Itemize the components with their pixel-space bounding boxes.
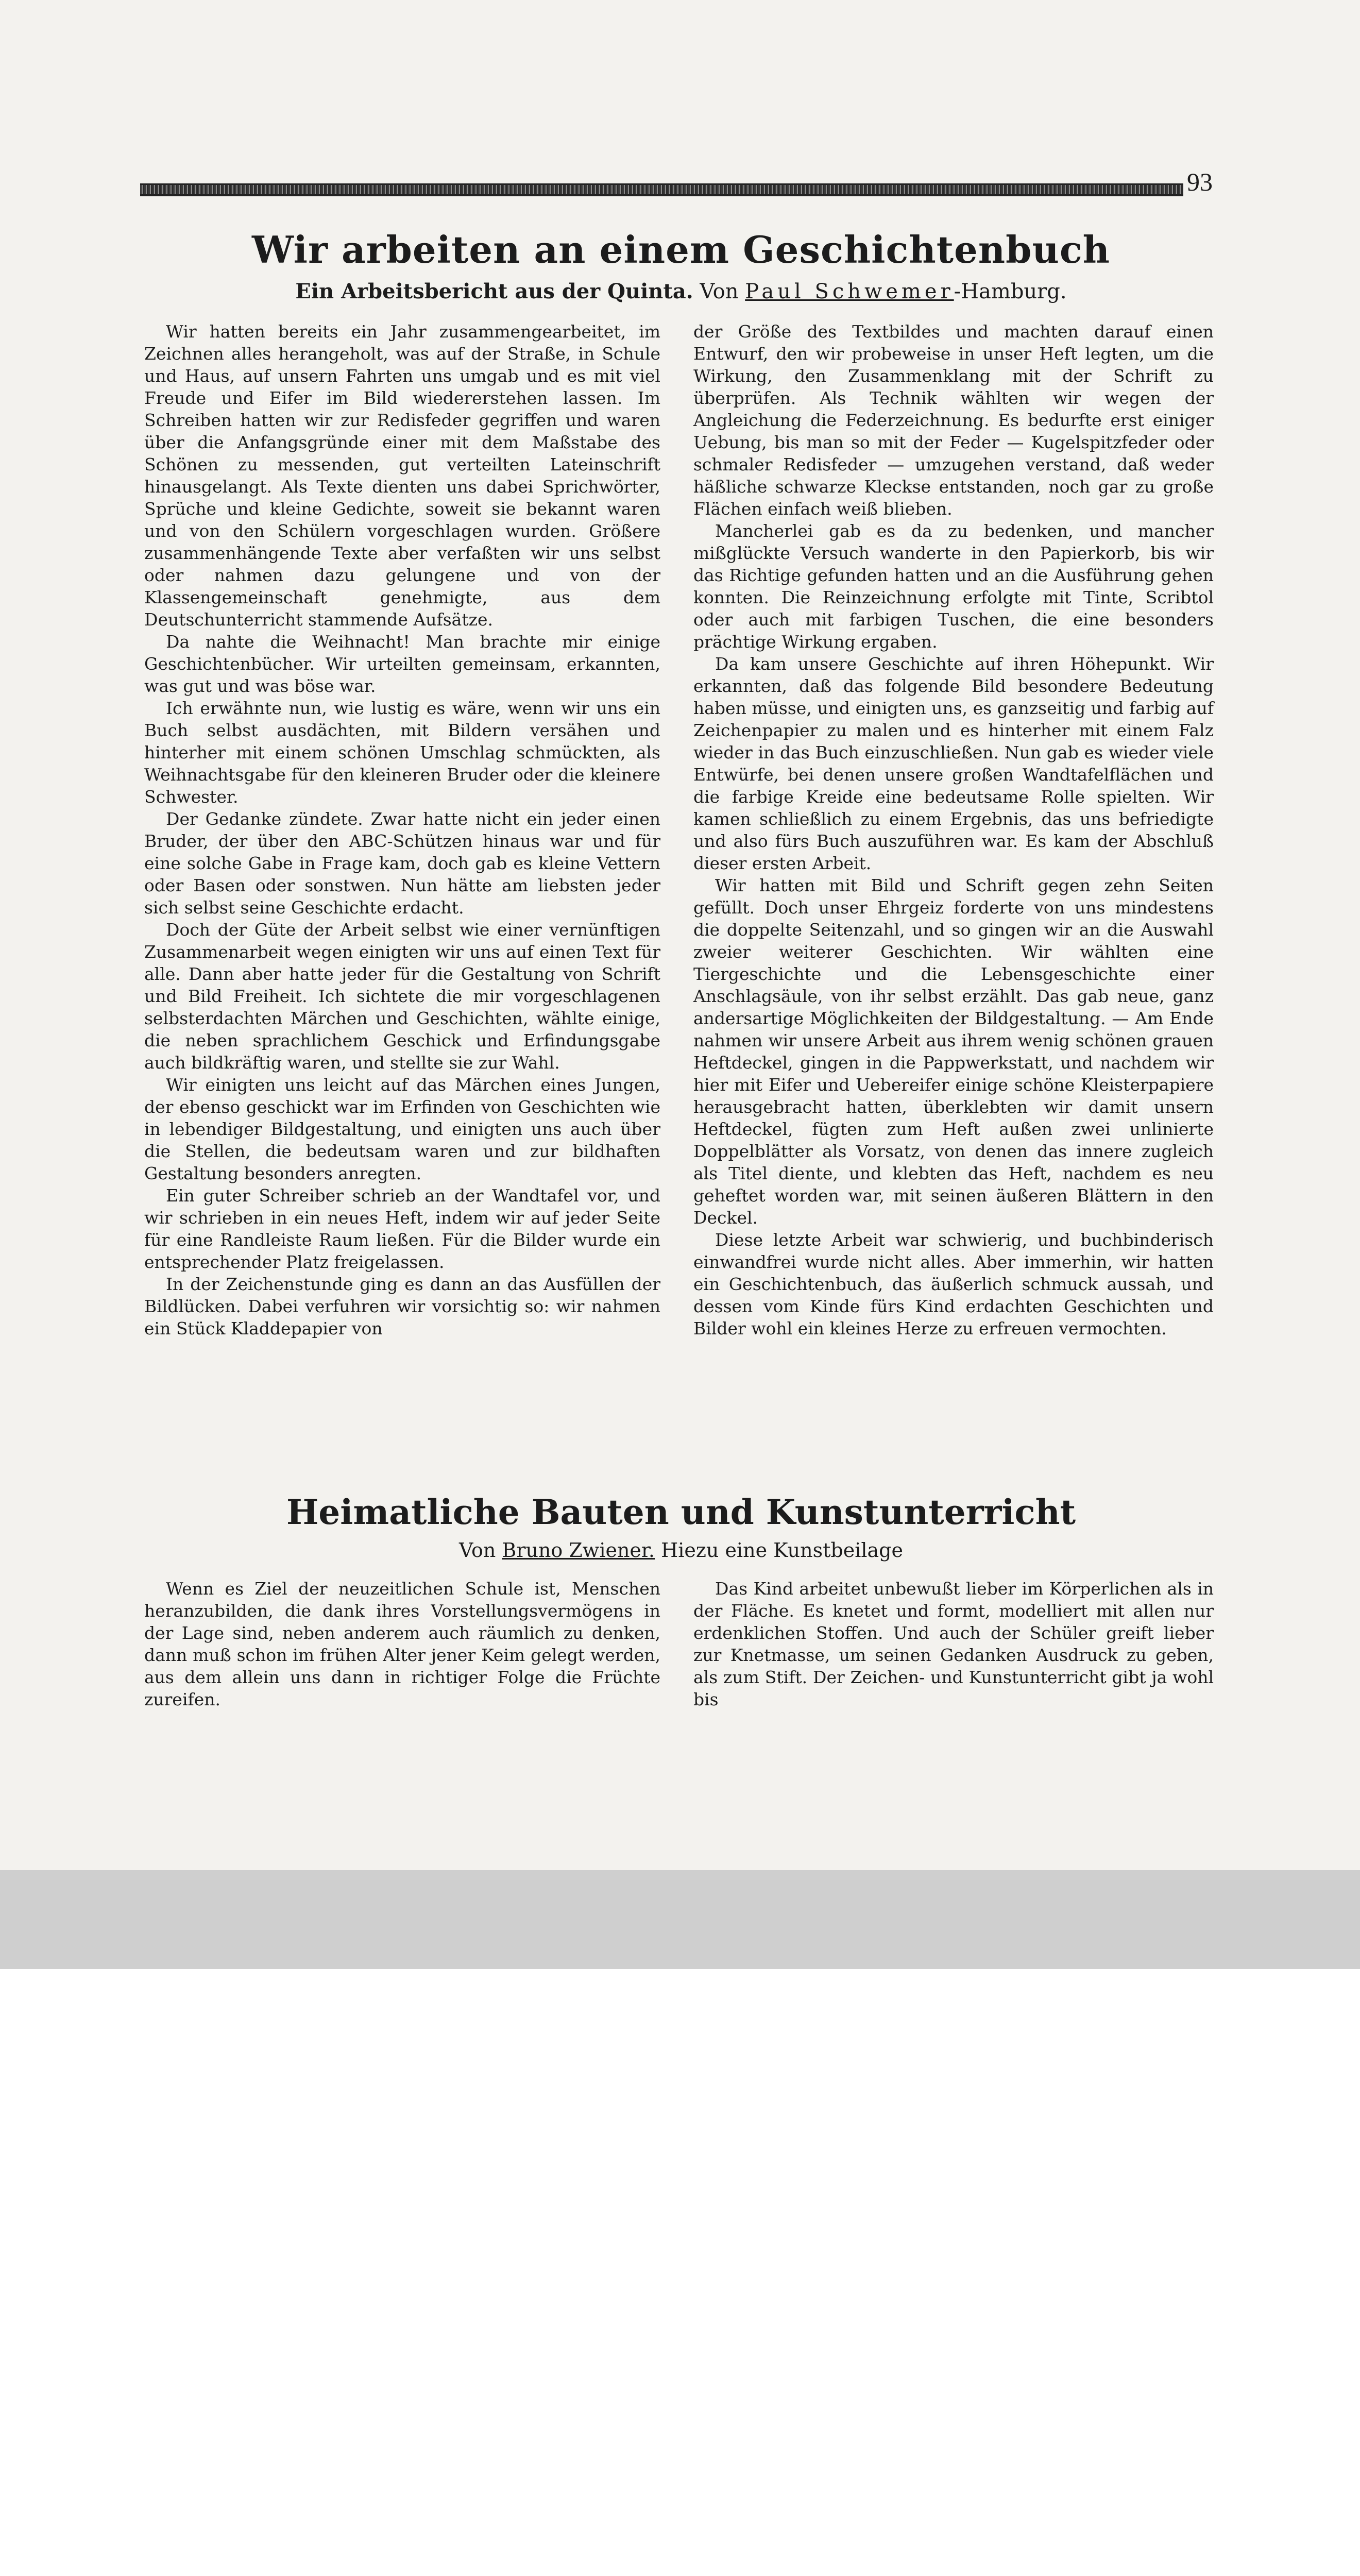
paragraph: Das Kind arbeitet unbewußt lieber im Körperlichen als in der Fläche. Es knetet und formt, modelliert mit allen nur erdenklichen Stoffen. Und auch der Schüler greift lieber zur Knetmasse, um seinen Gedanken Ausdruck zu geben, als zum Stift. Der Zeichen- und Kunstunterricht gibt ja wohl bis	[693, 1579, 1214, 1709]
subtitle-von: Von	[700, 280, 739, 303]
paragraph: Wir einigten uns leicht auf das Märchen eines Jungen, der ebenso geschickt war im Erfinden von Geschichten wie in lebendiger Bildgestaltung, und einigten uns auch über die Stellen, die bedeutsam waren und zur bildhaften Gestaltung besonders anregten.	[144, 1075, 660, 1183]
article-author: Paul Schwemer	[745, 280, 954, 303]
paragraph: Wir hatten mit Bild und Schrift gegen zehn Seiten gefüllt. Doch unser Ehrgeiz forderte von uns mindestens die doppelte Seitenzahl, und so gingen wir an die Auswahl zweier weiterer Geschichten. Wir wählten eine Tiergeschichte und die Lebensgeschichte einer Anschlagsäule, von ihr selbst erzählt. Das gab neue, ganz andersartige Möglichkeiten der Bildgestaltung. — Am Ende nahmen wir unsere Arbeit aus ihrem wenig schönen grauen Heftdeckel, gingen in die Pappwerkstatt, und nachdem wir hier mit Eifer und Uebereifer einige schöne Kleisterpapiere herausgebracht hatten, überklebten wir damit unsern Heftdeckel, fügten zum Heft außen zwei unlinierte Doppelblätter als Vorsatz, von denen das innere zugleich als Titel diente, und klebten das Heft, nachdem es neu geheftet worden war, mit seinen äußeren Blättern in den Deckel.	[693, 875, 1214, 1228]
paragraph: Diese letzte Arbeit war schwierig, und buchbinderisch einwandfrei wurde nicht alles. Aber immerhin, wir hatten ein Geschichtenbuch, das äußerlich schmuck aussah, und dessen vom Kinde fürs Kind erdachten Geschichten und Bilder wohl ein kleines Herze zu erfreuen vermochten.	[693, 1230, 1214, 1338]
header-rule	[140, 183, 1183, 196]
section-author: Bruno Zwiener.	[502, 1539, 655, 1562]
paragraph: Ein guter Schreiber schrieb an der Wandtafel vor, und wir schrieben in ein neues Heft, indem wir auf jeder Seite für eine Randleiste Raum ließen. Für die Bilder wurde ein entsprechender Platz freigelassen.	[144, 1185, 660, 1272]
paragraph: der Größe des Textbildes und machten darauf einen Entwurf, den wir probeweise in unser Heft legten, um die Wirkung, den Zusammenklang mit der Schrift zu überprüfen. Als Technik wählten wir wegen der Angleichung die Federzeichnung. Es bedurfte erst einiger Uebung, bis man so mit der Feder — Kugelspitzfeder oder schmaler Redisfeder — umzugehen verstand, daß weder häßliche schwarze Kleckse entstanden, noch gar zu große Flächen einfach weiß blieben.	[693, 321, 1214, 519]
paragraph: Wenn es Ziel der neuzeitlichen Schule ist, Menschen heranzubilden, die dank ihres Vorstellungsvermögens in der Lage sind, neben anderem auch räumlich zu denken, dann muß schon im frühen Alter jener Keim gelegt werden, aus dem allein uns dann in richtiger Folge die Früchte zureifen.	[144, 1579, 660, 1709]
article-title: Wir arbeiten an einem Geschichtenbuch	[252, 228, 1110, 272]
paragraph: Der Gedanke zündete. Zwar hatte nicht ein jeder einen Bruder, der über den ABC-Schützen hinaus war und für eine solche Gabe in Frage kam, doch gab es kleine Vettern oder Basen oder sonstwen. Nun hätte am liebsten jeder sich selbst seine Geschichte erdacht.	[144, 809, 660, 918]
paragraph: Mancherlei gab es da zu bedenken, und mancher mißglückte Versuch wanderte in den Papierkorb, bis wir das Richtige gefunden hatten und an die Ausführung gehen konnten. Die Reinzeichnung erfolgte mit Tinte, Scribtol oder auch mit farbigen Tuschen, die eine besonders prächtige Wirkung ergaben.	[693, 521, 1214, 652]
section-subtitle-von: Von	[458, 1539, 496, 1562]
paragraph: Doch der Güte der Arbeit selbst wie einer vernünftigen Zusammenarbeit wegen einigten wir uns auf einen Text für alle. Dann aber hatte jeder für die Gestaltung von Schrift und Bild Freiheit. Ich sichtete die mir vorgeschlagenen selbsterdachten Märchen und Geschichten, wählte einige, die neben sprachlichem Geschick und Erfindungsgabe auch bildkräftig waren, und stellte sie zur Wahl.	[144, 920, 660, 1073]
paragraph: Wir hatten bereits ein Jahr zusammengearbeitet, im Zeichnen alles herangeholt, was auf der Straße, in Schule und Haus, auf unsern Fahrten uns umgab und es mit viel Freude und Eifer im Bild wiedererstehen lassen. Im Schreiben hatten wir zur Redisfeder gegriffen und waren über die Anfangsgründe einer mit dem Maßstabe des Schönen zu messenden, gut verteilten Lateinschrift hinausgelangt. Als Texte dienten uns dabei Sprichwörter, Sprüche und kleine Gedichte, soweit sie bekannt waren und von den Schülern vorgeschlagen wurden. Größere zusammenhängende Texte aber verfaßten wir uns selbst oder nahmen dazu gelungene und von der Klassengemeinschaft genehmigte, aus dem Deutschunterricht stammende Aufsätze.	[144, 321, 660, 630]
section-column-right	[693, 1578, 1214, 1710]
paragraph: Da nahte die Weihnacht! Man brachte mir einige Geschichtenbücher. Wir urteilten gemeinsam, erkannten, was gut und was böse war.	[144, 632, 660, 696]
paragraph: In der Zeichenstunde ging es dann an das Ausfüllen der Bildlücken. Dabei verfuhren wir vorsichtig so: wir nahmen ein Stück Kladdepapier von	[144, 1274, 660, 1338]
article-subtitle	[140, 276, 1222, 307]
section-column-left	[144, 1578, 660, 1710]
section-subtitle	[140, 1535, 1222, 1565]
page-number: 93	[1187, 167, 1213, 196]
section-subtitle-note: Hiezu eine Kunstbeilage	[661, 1539, 903, 1562]
section-title: Heimatliche Bauten und Kunstunterricht	[286, 1492, 1076, 1532]
paragraph: Ich erwähnte nun, wie lustig es wäre, wenn wir uns ein Buch selbst ausdächten, mit Bildern versähen und hinterher mit einem schönen Umschlag schmückten, als Weihnachtsgabe für den kleineren Bruder oder die kleinere Schwester.	[144, 698, 660, 807]
article-column-left	[144, 320, 660, 1340]
paragraph: Da kam unsere Geschichte auf ihren Höhepunkt. Wir erkannten, daß das folgende Bild besondere Bedeutung haben müsse, und einigten uns, es ganzseitig und farbig auf Zeichenpapier zu malen und es hinterher mit einem Falz wieder in das Buch einzuschließen. Nun gab es wieder viele Entwürfe, bei denen unsere großen Wandtafelflächen und die farbige Kreide eine bedeutsame Rolle spielten. Wir kamen schließlich zu einem Ergebnis, das uns befriedigte und also fürs Buch auszuführen war. Es kam der Abschluß dieser ersten Arbeit.	[693, 654, 1214, 873]
viewer-footer	[0, 1870, 1360, 1969]
article-author-place: -Hamburg.	[954, 280, 1067, 303]
subtitle-report: Ein Arbeitsbericht aus der Quinta.	[295, 279, 693, 303]
article-column-right	[693, 320, 1214, 1340]
